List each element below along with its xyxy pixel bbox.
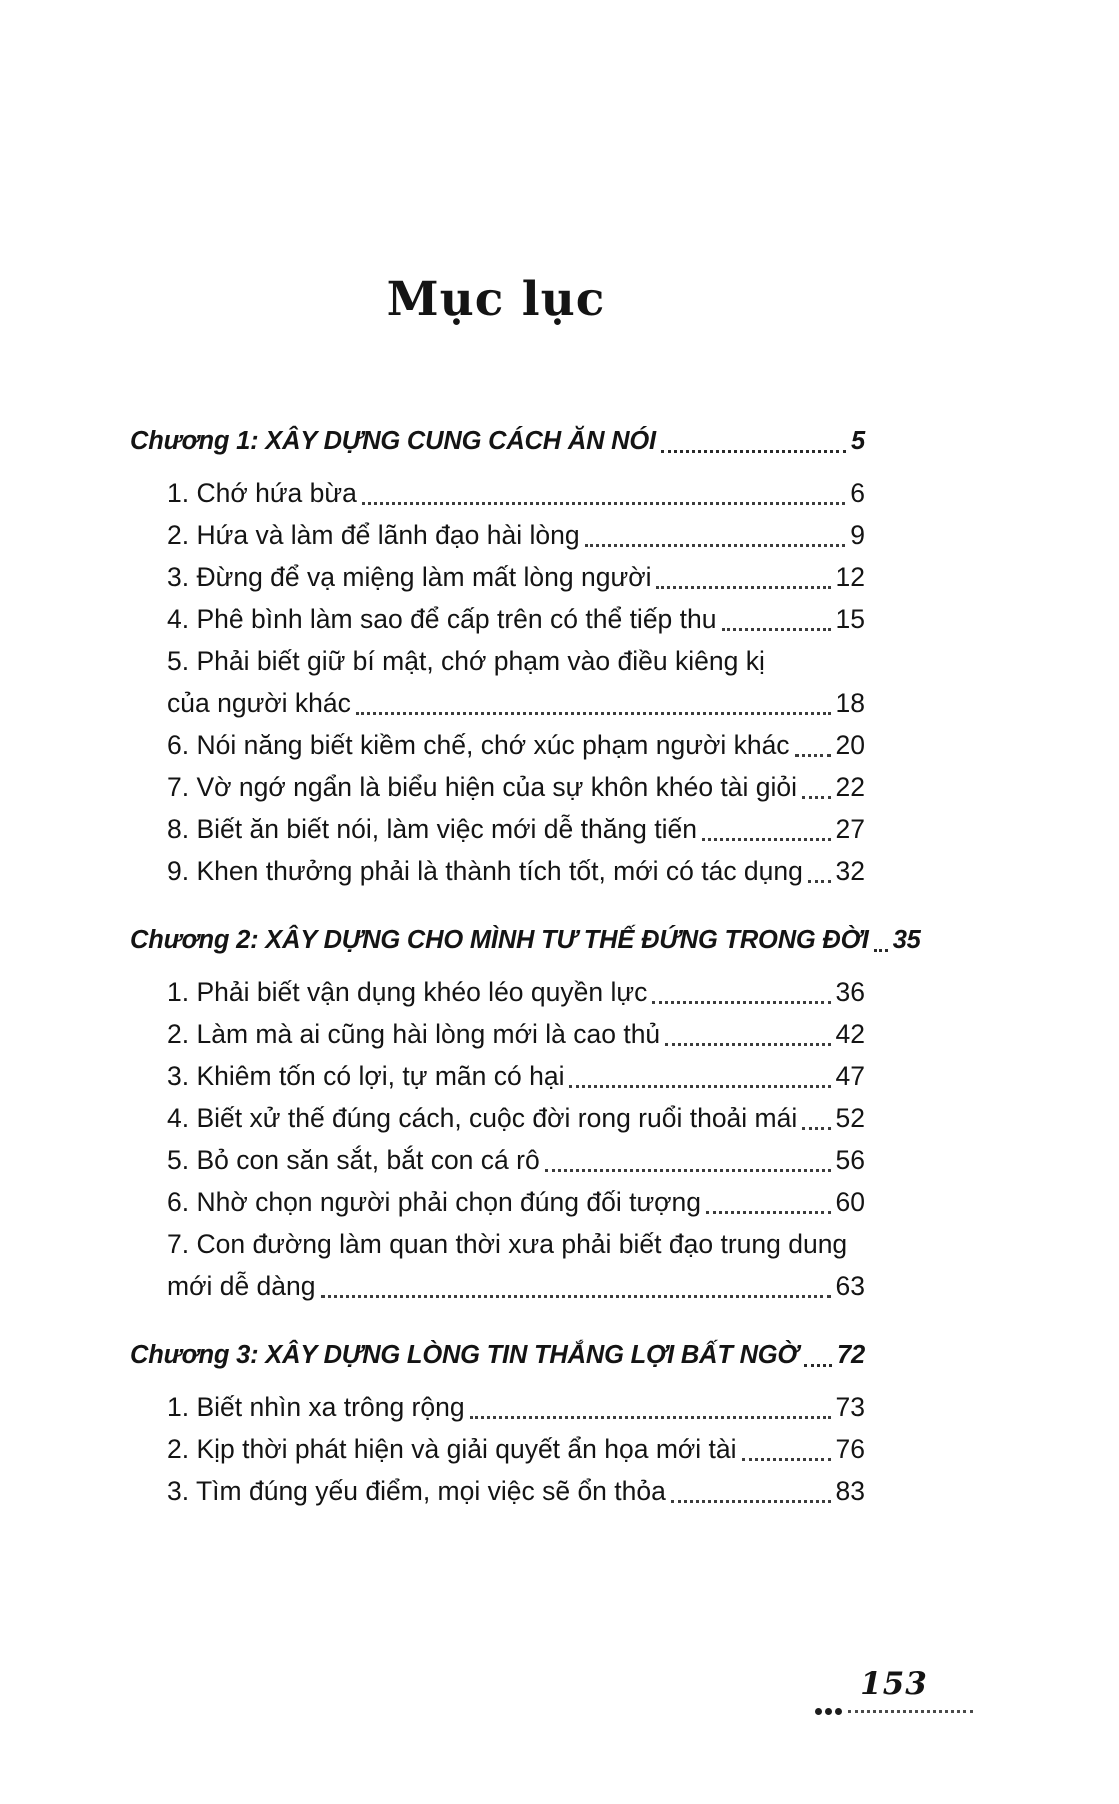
toc-item-page-number: 9 xyxy=(850,520,865,550)
toc-item-page-number: 15 xyxy=(835,604,865,634)
toc-item-page-number: 73 xyxy=(835,1392,865,1422)
toc-item-page-number: 63 xyxy=(835,1271,865,1301)
toc-item-page-number: 60 xyxy=(835,1187,865,1217)
toc-item-page-number: 56 xyxy=(835,1145,865,1175)
toc-item xyxy=(130,1139,865,1181)
toc-item-page-number: 22 xyxy=(835,772,865,802)
toc-item-label: 2. Kịp thời phát hiện và giải quyết ẩn họa mới tài xyxy=(167,1434,737,1464)
toc-item-label-continued: mới dễ dàng xyxy=(167,1271,316,1301)
toc-item-page-number: 42 xyxy=(835,1019,865,1049)
dot-leader xyxy=(804,1364,832,1367)
toc-item xyxy=(130,1097,865,1139)
toc-item-label: 1. Phải biết vận dụng khéo léo quyền lực xyxy=(167,977,648,1007)
toc-item-label: 1. Chớ hứa bừa xyxy=(167,478,357,508)
toc-item xyxy=(130,472,865,514)
toc-item-label: 3. Khiêm tốn có lợi, tự mãn có hại xyxy=(167,1061,565,1091)
toc-item-label: 5. Phải biết giữ bí mật, chớ phạm vào điều kiêng kị xyxy=(167,646,765,676)
toc-item xyxy=(130,1055,865,1097)
chapter-heading xyxy=(130,1334,865,1376)
dot-leader xyxy=(470,1416,831,1419)
page-number-rule xyxy=(815,1708,973,1715)
dot-leader xyxy=(706,1211,830,1214)
dot-leader xyxy=(569,1085,830,1088)
chapter-page-number: 35 xyxy=(892,926,921,954)
dot-leader xyxy=(795,754,831,757)
toc-item xyxy=(130,1013,865,1055)
toc-item-page-number: 27 xyxy=(835,814,865,844)
chapter-label: Chương 2: XÂY DỰNG CHO MÌNH TƯ THẾ ĐỨNG TRONG ĐỜI xyxy=(130,926,869,954)
dot-leader xyxy=(742,1458,831,1461)
dot-leader xyxy=(874,949,888,952)
dot-leader xyxy=(671,1500,831,1503)
toc-item xyxy=(130,1470,865,1512)
chapter-heading xyxy=(130,420,865,462)
toc-item-page-number: 20 xyxy=(835,730,865,760)
dot-leader xyxy=(702,838,831,841)
toc-item xyxy=(130,598,865,640)
dot-leader xyxy=(545,1169,831,1172)
toc-item xyxy=(130,808,865,850)
dotted-rule xyxy=(848,1710,973,1713)
dot-leader xyxy=(661,450,846,453)
page-title: Mục lục xyxy=(386,272,606,327)
toc-item xyxy=(130,1181,865,1223)
dot-leader xyxy=(802,796,830,799)
chapter-label: Chương 3: XÂY DỰNG LÒNG TIN THẮNG LỢI BẤT NGỜ xyxy=(130,1341,799,1369)
dot-leader xyxy=(362,502,845,505)
toc-item-label-continued: của người khác xyxy=(167,688,351,718)
toc-item xyxy=(130,971,865,1013)
toc-item-label: 4. Phê bình làm sao để cấp trên có thể tiếp thu xyxy=(167,604,717,634)
dot-leader xyxy=(722,628,831,631)
toc-item-continuation xyxy=(167,1265,865,1307)
dot-leader xyxy=(652,1001,830,1004)
bullets-ornament xyxy=(815,1708,822,1715)
dot-leader xyxy=(665,1043,830,1046)
toc-item-page-number: 36 xyxy=(835,977,865,1007)
chapter-label: Chương 1: XÂY DỰNG CUNG CÁCH ĂN NÓI xyxy=(130,427,656,455)
toc-item-label: 8. Biết ăn biết nói, làm việc mới dễ thăng tiến xyxy=(167,814,697,844)
dot-leader xyxy=(321,1295,831,1298)
chapter-heading xyxy=(130,919,921,961)
toc-item-page-number: 18 xyxy=(835,688,865,718)
dot-leader xyxy=(808,880,831,883)
dot-leader xyxy=(356,712,831,715)
toc-item xyxy=(130,766,865,808)
toc-item-label: 2. Làm mà ai cũng hài lòng mới là cao thủ xyxy=(167,1019,661,1049)
toc-item-page-number: 32 xyxy=(835,856,865,886)
toc-item xyxy=(130,724,865,766)
toc-item-page-number: 83 xyxy=(835,1476,865,1506)
toc-item-label: 4. Biết xử thế đúng cách, cuộc đời rong ruổi thoải mái xyxy=(167,1103,798,1133)
toc-item-page-number: 76 xyxy=(835,1434,865,1464)
toc-item-continuation xyxy=(167,682,865,724)
toc-item xyxy=(130,640,865,724)
dot-leader xyxy=(802,1127,830,1130)
toc-item-label: 3. Đừng để vạ miệng làm mất lòng người xyxy=(167,562,652,592)
toc-item-label: 7. Vờ ngớ ngẩn là biểu hiện của sự khôn khéo tài giỏi xyxy=(167,772,798,802)
toc-item xyxy=(130,556,865,598)
toc-item-label: 6. Nói năng biết kiềm chế, chớ xúc phạm người khác xyxy=(167,730,790,760)
toc-item-label: 9. Khen thưởng phải là thành tích tốt, mới có tác dụng xyxy=(167,856,803,886)
toc-item-label: 2. Hứa và làm để lãnh đạo hài lòng xyxy=(167,520,580,550)
toc-item-label: 1. Biết nhìn xa trông rộng xyxy=(167,1392,465,1422)
dot-leader xyxy=(656,586,830,589)
chapter-page-number: 72 xyxy=(837,1341,865,1369)
chapter-page-number: 5 xyxy=(851,427,865,455)
toc-item-label: 3. Tìm đúng yếu điểm, mọi việc sẽ ổn thỏa xyxy=(167,1476,666,1506)
dot-leader xyxy=(585,544,846,547)
toc-item-page-number: 12 xyxy=(835,562,865,592)
toc-item xyxy=(130,1223,865,1307)
page-number: 153 xyxy=(860,1666,928,1702)
toc-item xyxy=(130,514,865,556)
toc-item-label: 5. Bỏ con săn sắt, bắt con cá rô xyxy=(167,1145,540,1175)
toc xyxy=(130,420,921,1512)
toc-item-label: 6. Nhờ chọn người phải chọn đúng đối tượng xyxy=(167,1187,702,1217)
toc-item xyxy=(130,1428,865,1470)
toc-item xyxy=(130,1386,865,1428)
toc-item-page-number: 52 xyxy=(835,1103,865,1133)
toc-item-page-number: 47 xyxy=(835,1061,865,1091)
page-footer xyxy=(815,1666,973,1715)
toc-item-page-number: 6 xyxy=(850,478,865,508)
toc-item-label: 7. Con đường làm quan thời xưa phải biết đạo trung dung xyxy=(167,1229,848,1259)
toc-item xyxy=(130,850,865,892)
